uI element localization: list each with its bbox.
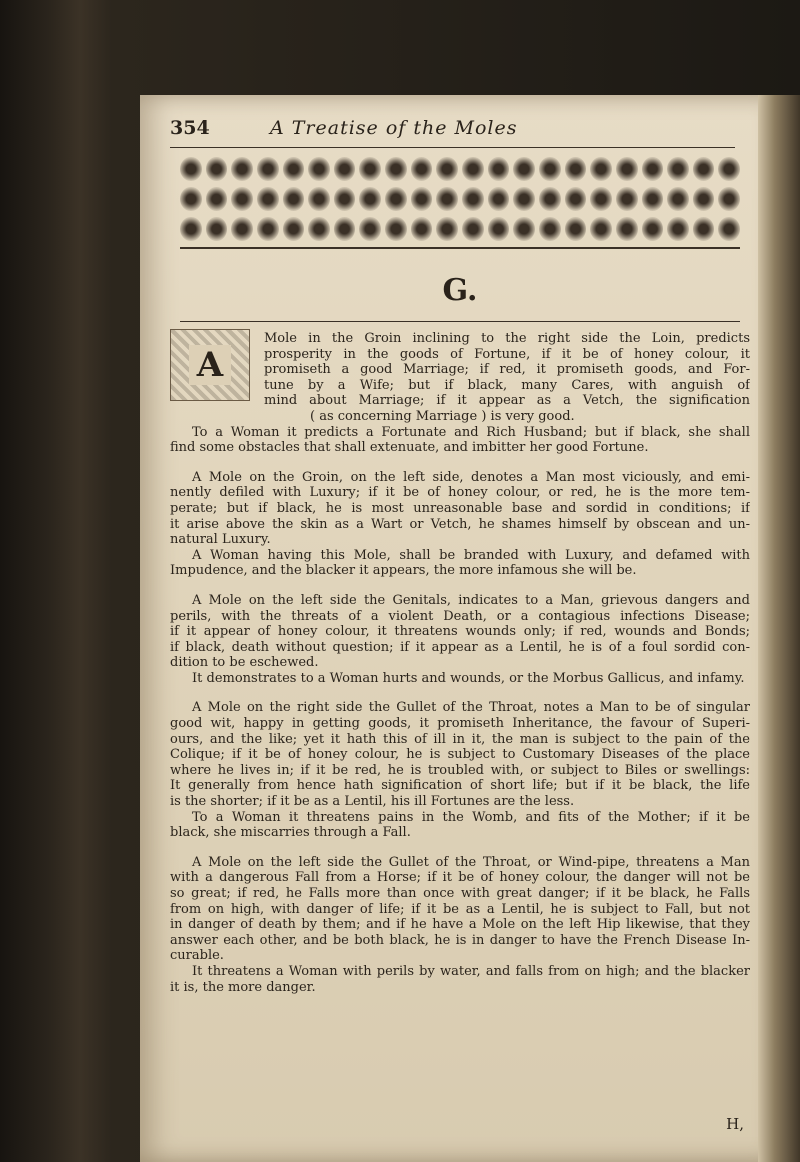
ornament-motif bbox=[513, 187, 535, 211]
text-line: A Mole on the left side the Gullet of the Throat, or Wind-pipe, threatens a Man bbox=[192, 854, 750, 870]
text-line: It generally from hence hath signification of short life; but if it be black, the life bbox=[170, 778, 750, 794]
text-line: black, she miscarries through a Fall. bbox=[170, 825, 411, 841]
ornament-motif bbox=[565, 157, 587, 181]
ornament-motif bbox=[359, 157, 381, 181]
ornament-motif bbox=[590, 157, 612, 181]
ornament-motif bbox=[565, 217, 587, 241]
ornament-motif bbox=[436, 217, 458, 241]
paragraph-gap bbox=[170, 579, 750, 593]
ornamental-headpiece bbox=[180, 157, 740, 241]
ornament-motif bbox=[257, 157, 279, 181]
ornament-motif bbox=[693, 157, 715, 181]
ornament-motif bbox=[513, 157, 535, 181]
ornament-row bbox=[180, 187, 740, 211]
ornament-motif bbox=[257, 217, 279, 241]
ornament-motif bbox=[411, 157, 433, 181]
paragraph-gap bbox=[170, 456, 750, 470]
ornament-motif bbox=[616, 187, 638, 211]
ornament-motif bbox=[462, 217, 484, 241]
text-line: natural Luxury. bbox=[170, 532, 271, 548]
ornament-row bbox=[180, 157, 740, 181]
ornament-motif bbox=[231, 157, 253, 181]
book-page bbox=[140, 95, 780, 1162]
catchword: H, bbox=[726, 1115, 744, 1133]
ornament-motif bbox=[257, 187, 279, 211]
text-line: find some obstacles that shall extenuate, and imbitter her good Fortune. bbox=[170, 440, 649, 456]
ornament-motif bbox=[488, 157, 510, 181]
ornament-motif bbox=[411, 217, 433, 241]
ornament-motif bbox=[334, 157, 356, 181]
text-line: curable. bbox=[170, 948, 224, 964]
ornament-rule bbox=[180, 247, 740, 249]
text-line: Colique; if it be of honey colour, he is subject to Customary Diseases of the place bbox=[170, 747, 750, 763]
text-line: It threatens a Woman with perils by water, and falls from on high; and the blacker bbox=[192, 963, 750, 979]
paragraph bbox=[170, 548, 750, 579]
ornament-motif bbox=[488, 217, 510, 241]
ornament-motif bbox=[180, 187, 202, 211]
paragraph-gap bbox=[170, 686, 750, 700]
drop-cap-letter: A bbox=[189, 345, 231, 385]
ornament-motif bbox=[642, 217, 664, 241]
ornament-motif bbox=[283, 187, 305, 211]
ornament-motif bbox=[436, 187, 458, 211]
text-line: where he lives in; if it be red, he is troubled with, or subject to Biles or swellings: bbox=[170, 762, 750, 778]
section-letter: G. bbox=[442, 273, 478, 308]
ornament-motif bbox=[308, 187, 330, 211]
ornament-motif bbox=[488, 187, 510, 211]
text-line: dition to be eschewed. bbox=[170, 655, 319, 671]
body-text bbox=[170, 331, 750, 995]
text-line: A Mole on the left side the Genitals, indicates to a Man, grievous dangers and bbox=[192, 592, 750, 608]
ornament-motif bbox=[590, 187, 612, 211]
ornament-motif bbox=[231, 187, 253, 211]
ornament-motif bbox=[513, 217, 535, 241]
text-line: if black, death without question; if it appear as a Lentil, he is of a foul sordid con- bbox=[170, 639, 750, 655]
ornament-motif bbox=[385, 217, 407, 241]
text-line: A Mole on the Groin, on the left side, denotes a Man most viciously, and emi- bbox=[192, 469, 750, 485]
ornament-motif bbox=[411, 187, 433, 211]
text-line: Mole in the Groin inclining to the right side the Loin, predicts bbox=[264, 331, 750, 346]
ornament-motif bbox=[667, 217, 689, 241]
ornament-motif bbox=[359, 187, 381, 211]
text-line: nently defiled with Luxury; if it be of honey colour, or red, he is the more tem- bbox=[170, 485, 750, 501]
text-line: it is, the more danger. bbox=[170, 979, 316, 995]
ornament-motif bbox=[385, 187, 407, 211]
ornament-motif bbox=[308, 217, 330, 241]
paragraph bbox=[170, 470, 750, 548]
text-line: with a dangerous Fall from a Horse; if it be of honey colour, the danger will not be bbox=[170, 870, 750, 886]
text-line: promiseth a good Marriage; if red, it promiseth goods, and For- bbox=[264, 362, 750, 378]
ornament-motif bbox=[616, 217, 638, 241]
text-line: ( as concerning Marriage ) is very good. bbox=[310, 408, 575, 424]
paragraph bbox=[170, 810, 750, 841]
text-line: good wit, happy in getting goods, it promiseth Inheritance, the favour of Superi- bbox=[170, 716, 750, 732]
ornament-motif bbox=[539, 217, 561, 241]
text-line: so great; if red, he Falls more than once with great danger; if it be black, he Falls bbox=[170, 886, 750, 901]
text-line: To a Woman it predicts a Fortunate and Rich Husband; but if black, she shall bbox=[192, 424, 750, 440]
ornament-motif bbox=[539, 157, 561, 181]
ornament-motif bbox=[462, 157, 484, 181]
paragraph bbox=[170, 671, 750, 687]
ornament-motif bbox=[206, 157, 228, 181]
page-header bbox=[170, 117, 760, 145]
ornament-motif bbox=[283, 217, 305, 241]
ornament-motif bbox=[718, 187, 740, 211]
ornament-motif bbox=[334, 187, 356, 211]
text-line: tune by a Wife; but if black, many Cares, with anguish of bbox=[264, 377, 750, 393]
paragraph bbox=[170, 593, 750, 671]
text-line: prosperity in the goods of Fortune, if it be of honey colour, it bbox=[264, 346, 750, 362]
ornament-motif bbox=[590, 217, 612, 241]
text-line: To a Woman it threatens pains in the Womb, and fits of the Mother; if it be bbox=[192, 809, 750, 825]
text-line: A Mole on the right side the Gullet of the Throat, notes a Man to be of singular bbox=[192, 700, 750, 716]
text-line: if it appear of honey colour, it threatens wounds only; if red, wounds and Bonds; bbox=[170, 624, 750, 640]
ornament-motif bbox=[693, 217, 715, 241]
ornament-motif bbox=[718, 157, 740, 181]
text-line: is the shorter; if it be as a Lentil, his ill Fortunes are the less. bbox=[170, 794, 575, 810]
ornament-motif bbox=[334, 217, 356, 241]
ornament-row bbox=[180, 217, 740, 241]
ornament-motif bbox=[180, 157, 202, 181]
ornament-motif bbox=[180, 217, 202, 241]
ornament-motif bbox=[667, 157, 689, 181]
ornament-motif bbox=[642, 157, 664, 181]
ornament-motif bbox=[283, 157, 305, 181]
ornament-motif bbox=[308, 157, 330, 181]
text-line: ours, and the like; yet it hath this of ill in it, the man is subject to the pain of the bbox=[170, 731, 750, 747]
text-line: Impudence, and the blacker it appears, the more infamous she will be. bbox=[170, 563, 637, 579]
ornament-motif bbox=[206, 217, 228, 241]
section-rule bbox=[180, 321, 740, 322]
paragraph bbox=[170, 331, 750, 425]
ornament-motif bbox=[359, 217, 381, 241]
paragraph bbox=[170, 700, 750, 809]
ornament-motif bbox=[693, 187, 715, 211]
ornament-motif bbox=[667, 187, 689, 211]
text-line: perils, with the threats of a violent Death, or a contagious infections Disease; bbox=[170, 608, 750, 624]
header-rule bbox=[170, 147, 735, 148]
text-line: It demonstrates to a Woman hurts and wounds, or the Morbus Gallicus, and infamy. bbox=[192, 670, 745, 686]
paragraph bbox=[170, 425, 750, 456]
ornament-motif bbox=[616, 157, 638, 181]
ornament-motif bbox=[539, 187, 561, 211]
ornament-motif bbox=[462, 187, 484, 211]
ornament-motif bbox=[385, 157, 407, 181]
text-line: mind about Marriage; if it appear as a Vetch, the signification bbox=[264, 393, 750, 409]
paragraph bbox=[170, 855, 750, 964]
text-line: in danger of death by them; and if he have a Mole on the left Hip likewise, that they bbox=[170, 917, 750, 933]
text-line: from on high, with danger of life; if it be as a Lentil, he is subject to Fall, but not bbox=[170, 901, 750, 917]
text-line: answer each other, and be both black, he is in danger to have the French Disease In- bbox=[170, 932, 750, 948]
page-number: 354 bbox=[170, 117, 210, 139]
ornament-motif bbox=[436, 157, 458, 181]
text-line: A Woman having this Mole, shall be branded with Luxury, and defamed with bbox=[192, 547, 750, 563]
text-line: it arise above the skin as a Wart or Vetch, he shames himself by obscean and un- bbox=[170, 516, 750, 532]
ornament-motif bbox=[565, 187, 587, 211]
paragraph-gap bbox=[170, 841, 750, 855]
ornament-motif bbox=[231, 217, 253, 241]
running-head: A Treatise of the Moles bbox=[270, 117, 518, 139]
ornament-motif bbox=[206, 187, 228, 211]
ornament-motif bbox=[642, 187, 664, 211]
paragraph bbox=[170, 964, 750, 995]
text-line: perate; but if black, he is most unreasonable base and sordid in conditions; if bbox=[170, 500, 750, 516]
facing-page-edge bbox=[758, 95, 800, 1162]
ornament-motif bbox=[718, 217, 740, 241]
